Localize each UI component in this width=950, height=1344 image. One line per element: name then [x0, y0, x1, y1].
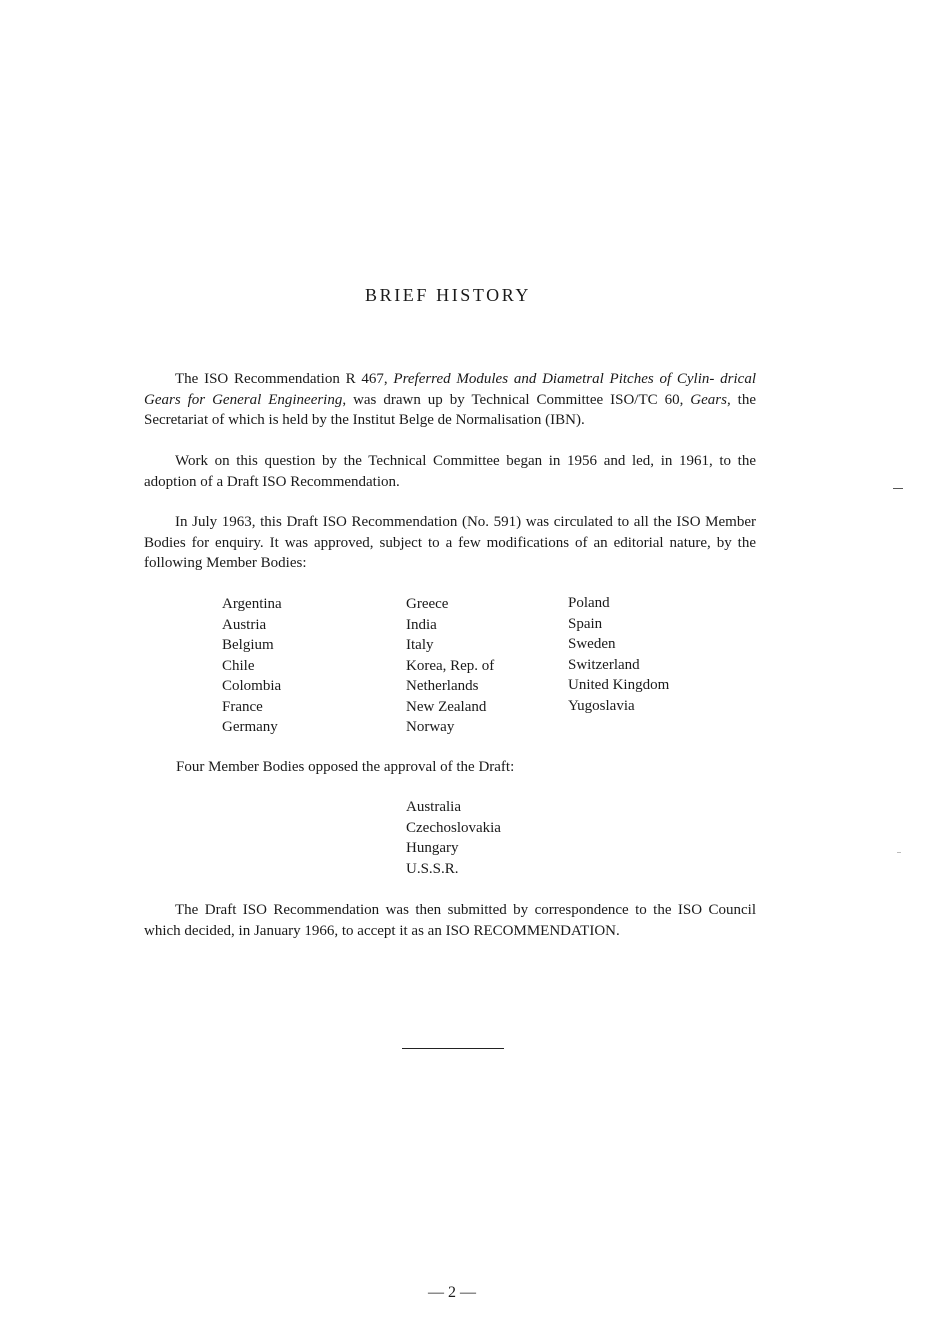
member-body: Italy: [406, 637, 434, 653]
member-body: Yugoslavia: [568, 697, 635, 714]
history-paragraph-5: [144, 900, 756, 941]
page-title: BRIEF HISTORY: [365, 285, 531, 305]
recommendation-title: Preferred Modules and Diametral Pitches of Cylin- drical Gears for General Engineering: [144, 371, 756, 408]
paragraph-text: Work on this question by the Technical Committee began in 1956 and led, in 1961, to the adoption of a Draft ISO Recommendation.: [144, 453, 756, 490]
member-body: Colombia: [222, 678, 282, 694]
member-body: Germany: [222, 719, 278, 735]
page-number: — 2 —: [428, 1284, 476, 1301]
scan-mark: [897, 852, 901, 853]
member-body: Hungary: [406, 840, 459, 856]
member-body: Korea, Rep. of: [406, 657, 495, 674]
paragraph-text: In July 1963, this Draft ISO Recommendation (No. 591) was circulated to all the ISO Member Bodies for enquiry. It was approved, subject to a few modifications of an editorial nature, by the following Member Bodies:: [144, 514, 756, 571]
member-body: Australia: [406, 799, 461, 815]
member-body: Spain: [568, 615, 603, 632]
member-body: India: [406, 616, 437, 633]
member-body: New Zealand: [406, 698, 487, 715]
history-paragraph-3: [144, 512, 756, 574]
member-body: Chile: [222, 657, 255, 674]
member-body: United Kingdom: [568, 677, 670, 693]
paragraph-tail-text: , the Secretariat of which is held by the Institut Belge de Normalisation (IBN).: [144, 391, 756, 428]
member-body: Norway: [406, 719, 455, 735]
paragraph-lead-text: The ISO Recommendation R 467,: [175, 371, 394, 387]
approving-members-column-1: [222, 594, 282, 738]
committee-name: Gears: [690, 391, 727, 408]
member-body: Czechoslovakia: [406, 819, 501, 836]
member-body: U.S.S.R.: [406, 860, 459, 877]
member-body: Greece: [406, 596, 449, 612]
history-paragraph-4: [176, 757, 676, 778]
member-body: Argentina: [222, 596, 282, 612]
opposing-members-list: [406, 797, 501, 879]
history-paragraph-2: [144, 451, 756, 492]
member-body: France: [222, 698, 263, 715]
paragraph-mid-text: , was drawn up by Technical Committee ISO/TC 60,: [342, 391, 691, 408]
member-body: Sweden: [568, 636, 616, 652]
member-body: Poland: [568, 595, 610, 611]
member-body: Switzerland: [568, 656, 640, 673]
section-divider: [402, 1048, 504, 1049]
scan-mark: [893, 488, 903, 489]
member-body: Netherlands: [406, 678, 479, 694]
approving-members-column-2: [406, 594, 494, 738]
history-paragraph-1: [144, 369, 756, 431]
approving-members-column-3: [568, 593, 669, 716]
member-body: Austria: [222, 616, 267, 633]
member-body: Belgium: [222, 637, 274, 653]
paragraph-text: Four Member Bodies opposed the approval of the Draft:: [176, 759, 515, 775]
paragraph-text: The Draft ISO Recommendation was then submitted by correspondence to the ISO Council which decided, in January 1966, to accept it as an ISO RECOMMENDATION.: [144, 902, 756, 939]
